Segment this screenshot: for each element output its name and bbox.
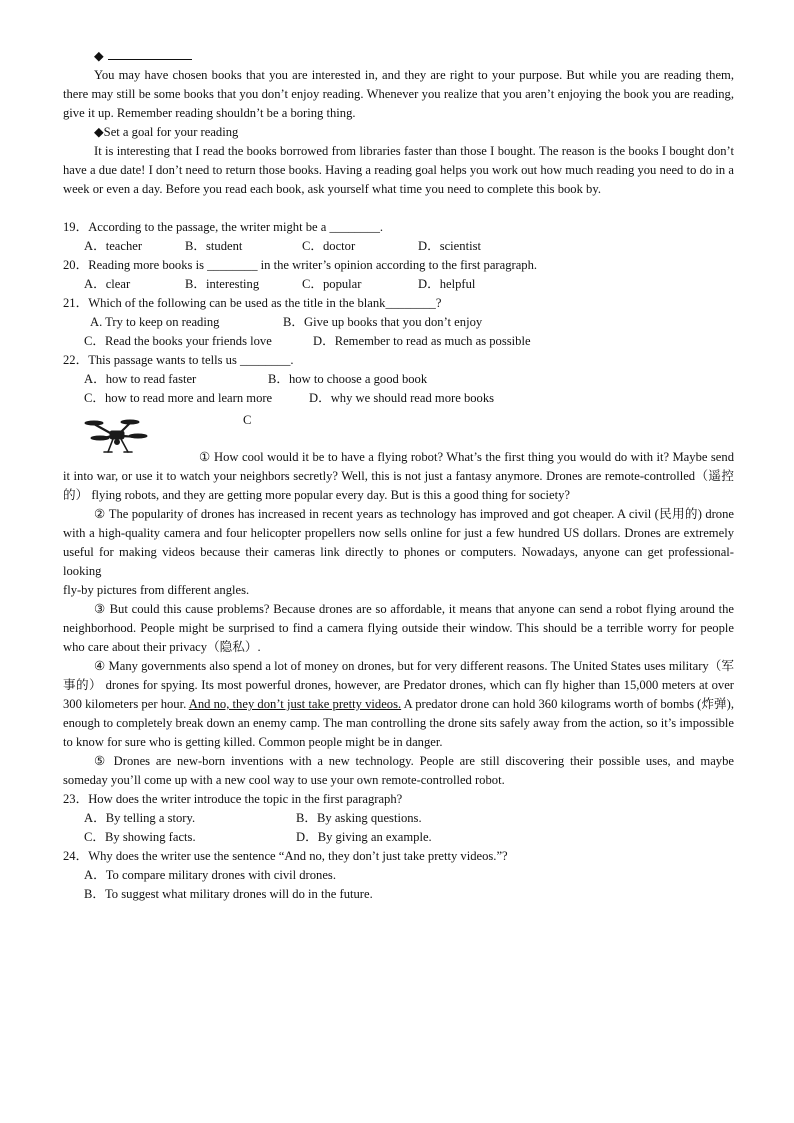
- option[interactable]: B．how to choose a good book: [268, 372, 428, 386]
- paragraph-text: ⑤ Drones are new-born inventions with a new technology. People are still discovering their possible uses, and maybe someday you’ll come up with a new cool way to use your own remote-controlled robot.: [63, 754, 734, 787]
- paragraph-5: [63, 752, 734, 790]
- option[interactable]: D．helpful: [418, 277, 476, 291]
- paragraph: [63, 142, 734, 199]
- question-21: 21．Which of the following can be used as the title in the blank________?: [63, 296, 442, 310]
- option[interactable]: D．By giving an example.: [296, 830, 432, 844]
- question-19: 19．According to the passage, the writer might be a ________.: [63, 220, 384, 234]
- option[interactable]: C．popular: [302, 277, 362, 291]
- option[interactable]: A．how to read faster: [84, 372, 197, 386]
- option[interactable]: A．clear: [84, 277, 131, 291]
- paragraph-text: ③ But could this cause problems? Because drones are so affordable, it means that anyone can send a robot flying around the neighborhood. People might be surprised to find a camera flying outside their window. This should be a terrible worry for people who care about their privacy（隐私）.: [63, 602, 734, 654]
- paragraph-1: [63, 448, 734, 505]
- paragraph-text: [63, 657, 734, 752]
- paragraph-text: It is interesting that I read the books borrowed from libraries faster than those I bought. The reason is the books I bought don’t have a due date! I don’t need to return those books. Having a reading goal helps you work out how much reading you need to do in a week or even a day. Before you read each book, ask yourself what time you need to complete this book by.: [63, 144, 734, 196]
- paragraph-text: fly-by pictures from different angles.: [63, 582, 250, 597]
- bullet-marker: ◆: [94, 49, 104, 63]
- question-20: 20．Reading more books is ________ in the writer’s opinion according to the first paragraph.: [63, 258, 538, 272]
- text-run: ④ Many governments also spend a lot of money on drones, but for very different reasons. The United States uses military（军事的） drones for spying. Its most powerful drones, however, are Predator drones, which can fly higher than 15,000 meters at over 300 kilometers per hour.: [63, 659, 734, 711]
- option[interactable]: A．To compare military drones with civil drones.: [84, 868, 336, 882]
- option[interactable]: B．interesting: [185, 277, 260, 291]
- underlined-sentence: And no, they don’t just take pretty videos.: [188, 696, 402, 711]
- paragraph-4: [63, 657, 734, 752]
- blank-line: [108, 47, 192, 60]
- question-23: 23．How does the writer introduce the topic in the first paragraph?: [63, 792, 403, 806]
- option[interactable]: A．By telling a story.: [84, 811, 196, 825]
- option[interactable]: C．doctor: [302, 239, 356, 253]
- question-22: 22．This passage wants to tells us ________.: [63, 353, 294, 367]
- option[interactable]: A. Try to keep on reading: [90, 315, 220, 329]
- text-run: A predator drone can hold 360 kilograms worth of bombs (炸弹), enough to completely break down an enemy camp. The man controlling the drone sits safely away from the action, so it’s impossible to know for sure who is getting killed. Common people might be in danger.: [63, 696, 735, 749]
- option[interactable]: C．how to read more and learn more: [84, 391, 273, 405]
- paragraph-text: ② The popularity of drones has increased in recent years as technology has improved and got cheaper. A civil (民用的) drone with a high-quality camera and four helicopter propellers now sells online for just a few hundred US dollars. Drones are extremely useful for making videos because their cameras link directly to phones or computers. Nowadays, anyone can get professional-looking: [63, 507, 734, 578]
- section-label: C: [243, 413, 252, 427]
- option[interactable]: D．Remember to read as much as possible: [313, 334, 531, 348]
- option[interactable]: B．To suggest what military drones will do in the future.: [84, 887, 373, 901]
- title-blank: [94, 47, 192, 66]
- paragraph-2: [63, 505, 734, 600]
- option[interactable]: B．By asking questions.: [296, 811, 422, 825]
- paragraph-text: ① How cool would it be to have a flying robot? What’s the first thing you would do with it? Maybe send it into war, or use it to watch your neighbors secretly? Well, this is not just a fantasy anymore. Drones are remote-controlled（遥控的） flying robots, and they are getting more popular every day. But is this a good thing for society?: [63, 450, 734, 502]
- option[interactable]: D．scientist: [418, 239, 481, 253]
- paragraph: [63, 66, 734, 123]
- option[interactable]: C．Read the books your friends love: [84, 334, 272, 348]
- paragraph-3: [63, 600, 734, 657]
- option[interactable]: D．why we should read more books: [309, 391, 495, 405]
- subheading: ◆Set a goal for your reading: [94, 125, 239, 139]
- question-24: 24．Why does the writer use the sentence “And no, they don’t just take pretty videos.”?: [63, 849, 508, 863]
- paragraph-text: You may have chosen books that you are interested in, and they are right to your purpose. But while you are reading them, there may still be some books that you don’t enjoy reading. Whenever you realize that you aren’t enjoying the book you are reading, give it up. Remember reading shouldn’t be a boring thing.: [63, 68, 734, 120]
- option[interactable]: C．By showing facts.: [84, 830, 196, 844]
- option[interactable]: B．Give up books that you don’t enjoy: [283, 315, 483, 329]
- option[interactable]: A．teacher: [84, 239, 143, 253]
- option[interactable]: B．student: [185, 239, 243, 253]
